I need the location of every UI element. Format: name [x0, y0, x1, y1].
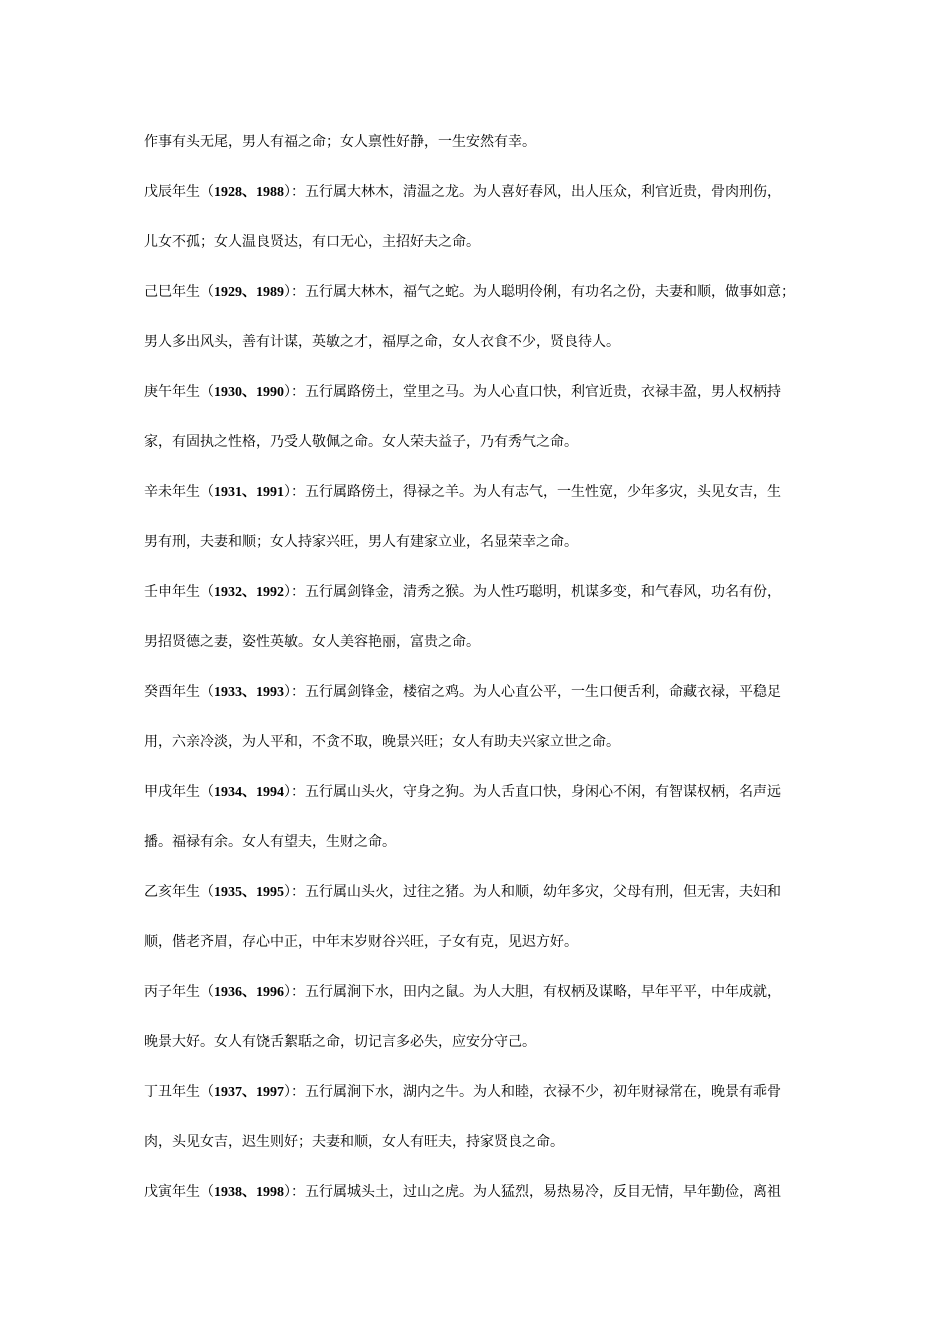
text-line: 乙亥年生（1935、1995）：五行属山头火，过往之猪。为人和顺，幼年多灾，父母有刑，但无害，夫妇和: [144, 884, 781, 900]
text-line: 丁丑年生（1937、1997）：五行属涧下水，湖内之牛。为人和睦，衣禄不少，初年财禄常在，晚景有乖骨: [144, 1084, 781, 1100]
text-line: 壬申年生（1932、1992）：五行属剑锋金，清秀之猴。为人性巧聪明，机谋多变，和气春风，功名有份，: [144, 584, 781, 600]
text-line: 庚午年生（1930、1990）：五行属路傍土，堂里之马。为人心直口快，利官近贵，衣禄丰盈，男人权柄持: [144, 384, 781, 400]
text-line: 晚景大好。女人有饶舌絮聒之命，切记言多必失，应安分守己。: [144, 1034, 536, 1050]
text-line: 顺，偕老齐眉，存心中正，中年末岁财谷兴旺，子女有克，见迟方好。: [144, 934, 578, 950]
birth-years: 1935、1995: [214, 885, 284, 900]
text-line: 男人多出风头，善有计谋，英敏之才，福厚之命，女人衣食不少，贤良待人。: [144, 334, 620, 350]
text-line: 癸酉年生（1933、1993）：五行属剑锋金，楼宿之鸡。为人心直公平，一生口便舌利，命藏衣禄，平稳足: [144, 684, 781, 700]
text-line: 男招贤德之妻，姿性英敏。女人美容艳丽，富贵之命。: [144, 634, 480, 650]
birth-years: 1937、1997: [214, 1085, 284, 1100]
text-line: 作事有头无尾，男人有福之命；女人禀性好静，一生安然有幸。: [144, 134, 536, 150]
birth-years: 1932、1992: [214, 585, 284, 600]
text-line: 戊辰年生（1928、1988）：五行属大林木，清温之龙。为人喜好春风，出人压众，利官近贵，骨肉刑伤，: [144, 184, 781, 200]
text-line: 丙子年生（1936、1996）：五行属涧下水，田内之鼠。为人大胆，有权柄及谋略，早年平平，中年成就，: [144, 984, 781, 1000]
birth-years: 1928、1988: [214, 185, 284, 200]
birth-years: 1930、1990: [214, 385, 284, 400]
birth-years: 1931、1991: [214, 485, 284, 500]
text-line: 戊寅年生（1938、1998）：五行属城头土，过山之虎。为人猛烈，易热易冷，反目无情，早年勤俭，离祖: [144, 1184, 781, 1200]
birth-years: 1933、1993: [214, 685, 284, 700]
text-line: 家，有固执之性格，乃受人敬佩之命。女人荣夫益子，乃有秀气之命。: [144, 434, 578, 450]
birth-years: 1929、1989: [214, 285, 284, 300]
zodiac-text-block: [144, 129, 824, 1229]
text-line: 男有刑，夫妻和顺；女人持家兴旺，男人有建家立业，名显荣幸之命。: [144, 534, 578, 550]
text-line: 用，六亲冷淡，为人平和，不贪不取，晚景兴旺；女人有助夫兴家立世之命。: [144, 734, 620, 750]
birth-years: 1934、1994: [214, 785, 284, 800]
text-line: 播。福禄有余。女人有望夫，生财之命。: [144, 834, 396, 850]
birth-years: 1938、1998: [214, 1185, 284, 1200]
text-line: 辛未年生（1931、1991）：五行属路傍土，得禄之羊。为人有志气，一生性宽，少年多灾，头见女吉，生: [144, 484, 781, 500]
text-line: 己巳年生（1929、1989）：五行属大林木，福气之蛇。为人聪明伶俐，有功名之份，夫妻和顺，做事如意；: [144, 284, 795, 300]
birth-years: 1936、1996: [214, 985, 284, 1000]
text-line: 儿女不孤；女人温良贤达，有口无心，主招好夫之命。: [144, 234, 480, 250]
text-line: 甲戌年生（1934、1994）：五行属山头火，守身之狗。为人舌直口快，身闲心不闲，有智谋权柄，名声远: [144, 784, 781, 800]
text-line: 肉，头见女吉，迟生则好；夫妻和顺，女人有旺夫，持家贤良之命。: [144, 1134, 564, 1150]
